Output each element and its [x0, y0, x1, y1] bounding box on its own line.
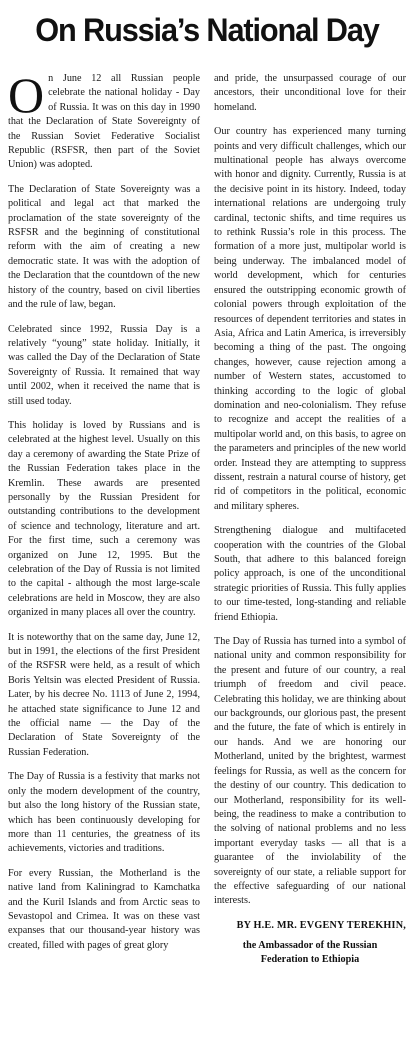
- headline: On Russia’s National Day: [35, 12, 379, 48]
- drop-cap: O: [8, 67, 45, 123]
- paragraph: Celebrated since 1992, Russia Day is a relatively “young” state holiday. Initially, it was called the Day of the Declaration of State Sovereignty of Russia. It remained that way until 2002, when it received the name that is still used today.: [8, 323, 200, 407]
- paragraph: It is noteworthy that on the same day, June 12, but in 1991, the elections of the first President of the RSFSR were held, as a result of which Boris Yeltsin was elected President of Russia. Later, by his decree No. 1113 of June 2, 1994, he attached state significance to June 12 and the official name — the Day of the Declaration of State Sovereignty of the Russian Federation.: [8, 631, 200, 758]
- column-right: [214, 72, 406, 967]
- paragraph: The Declaration of State Sovereignty was a political and legal act that marked the proclamation of the state sovereignty of the RSFSR and the beginning of constitutional reform with the aim of creating a new democratic state. It was with the adoption of the Declaration that the countdown of the new history of the country, based on civil liberties and the rule of law, began.: [8, 183, 200, 311]
- paragraph: and pride, the unsurpassed courage of our ancestors, their unconditional love for their homeland.: [214, 73, 406, 113]
- author-role-line-1: the Ambassador of the Russian: [242, 939, 378, 951]
- author-role-line-2: Federation to Ethiopia: [260, 953, 360, 965]
- paragraph: The Day of Russia has turned into a symbol of national unity and common responsibility for the present and future of our country, a real triumph of freedom and civil peace. Celebrating this holiday, we are thinking about our backgrounds, our glorious past, the present and the future, the fate of which is entirely in our hands. And we are honoring our Motherland, united by the brightest, warmest feelings for Russia, as well as the concern for the destiny of our country. This dedication to our Motherland, responsibility for its well-being, the readiness to make a contribution to the solving of national problems and no less important everyday tasks — all that is a guarantee of the inviolability of the sovereignty of our state, a reliable support for the effective safeguarding of our national interests.: [214, 636, 406, 907]
- column-left: [8, 67, 200, 967]
- paragraph: Our country has experienced many turning points and very difficult challenges, which our multinational people has always overcome with honor and dignity. Currently, Russia is at the decisive point in its history. Indeed, today international relations are undergoing truly cardinal, tectonic shifts, and time requires us to rethink Russia’s role in this process. The formation of a more just, multipolar world is being underway. The imbalanced model of world development, which for centuries ensured the outstripping economic growth of colonial powers through exploitation of the resources of dependent territories and states in Asia, Africa and Latin America, is irreversibly becoming a thing of the past. The ongoing changes, however, cause rejection among a number of Western states, accustomed to thinking according to the logic of global domination and neo-colonialism. They refuse to recognize and accept the realities of a multipolar world and, on this basis, to agree on the parameters and principles of the new world order. Instead they are attempting to suppress dissent, restrain a natural course of history, get rid of competitors in the political, economic and military spheres.: [214, 126, 406, 512]
- paragraph: Strengthening dialogue and multifaceted cooperation with the countries of the Global South, that adhere to this balanced foreign policy approach, is one of the unconditional strategic priorities of Russia. This fully applies to our time-tested, long-standing and reliable friend Ethiopia.: [214, 525, 406, 623]
- paragraph: The Day of Russia is a festivity that marks not only the modern development of the country, but also the long history of the Russian state, which has been continuously developing for more than 11 centuries, the greatness of its achievements, victories and traditions.: [8, 771, 200, 855]
- author-byline: [214, 919, 406, 967]
- paragraph: This holiday is loved by Russians and is celebrated at the highest level. Usually on this day a ceremony of awarding the State Prize of the Russian Federation takes place in the Kremlin. These awards are presented personally by the Russian President for outstanding contributions to the development of science and technology, literature and art. For the first time, such a ceremony was organized on June 12, 1995. But the celebration of the Day of Russia is not limited to the capital - although the most large-scale celebrations are held in Moscow, they are also organized in many places all over the country.: [8, 419, 200, 619]
- article-body: [8, 67, 406, 967]
- paragraph: For every Russian, the Motherland is the native land from Kaliningrad to Kamchatka and the Kuril Islands and from Arctic seas to Sevastopol and Crimea. It was on these vast expanses that our thousand-year history was created, filled with pages of great glory: [8, 867, 200, 951]
- author-name: BY H.E. MR. EVGENY TEREKHIN,: [236, 919, 406, 931]
- paragraph: On June 12 all Russian people celebrate the national holiday - Day of Russia. It was on this day in 1990 that the Declaration of State Sovereignty of the Russian Soviet Federative Socialist Republic (RSFSR, then part of the Soviet Union) was adopted.: [8, 67, 200, 171]
